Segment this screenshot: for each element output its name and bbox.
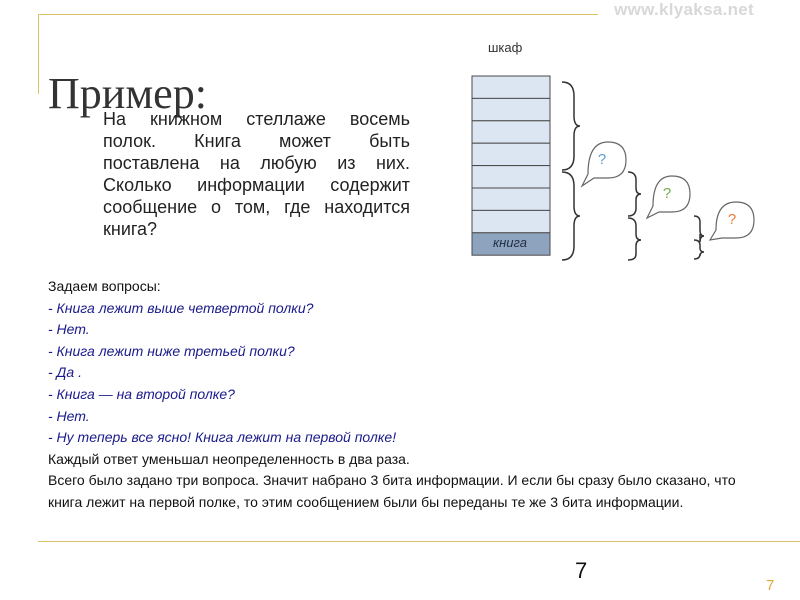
shelf-7 bbox=[472, 98, 550, 120]
questions-block bbox=[48, 276, 748, 514]
frame-vertical-line bbox=[38, 14, 39, 94]
brace-quarter-upper bbox=[628, 172, 641, 216]
dialog-line-6: - Нет. bbox=[48, 407, 90, 424]
question-bubble-blue bbox=[582, 142, 626, 186]
page-number-corner: 7 bbox=[766, 577, 775, 594]
question-bubble-green bbox=[647, 176, 690, 218]
problem-statement: На книжном стеллаже восемь полок. Книга может быть поставлена на любую из них. Сколько информации содержит сообщение о том, где находится книга? bbox=[103, 109, 410, 239]
shelf-2 bbox=[472, 210, 550, 232]
shelf-diagram bbox=[470, 38, 790, 263]
slide-title: Пример: bbox=[48, 69, 207, 118]
brace-bottom-half bbox=[562, 172, 580, 260]
conclusion-line-1: Каждый ответ уменьшал неопределенность в два раза. bbox=[48, 450, 410, 467]
brace-top-half bbox=[562, 82, 580, 170]
shelf-3 bbox=[472, 188, 550, 210]
shelf-4 bbox=[472, 166, 550, 188]
conclusion-line-2: Всего было задано три вопроса. Значит набрано 3 бита информации. И если бы сразу было сказано, что книга лежит на первой полке, то этим сообщением были бы переданы те же 3 бита информации. bbox=[48, 472, 736, 510]
svg-text:?: ? bbox=[727, 211, 737, 228]
shelf-6 bbox=[472, 121, 550, 143]
shelf-5 bbox=[472, 143, 550, 165]
dialog-line-2: - Нет. bbox=[48, 321, 90, 338]
dialog-line-5: - Книга — на второй полке? bbox=[48, 385, 235, 402]
frame-top-line bbox=[38, 14, 598, 15]
page-number: 7 bbox=[575, 558, 588, 583]
svg-text:?: ? bbox=[662, 185, 672, 202]
dialog-line-7: - Ну теперь все ясно! Книга лежит на первой полке! bbox=[48, 429, 397, 446]
brace-eighth-lower bbox=[694, 240, 704, 259]
shelf-label: шкаф bbox=[488, 40, 523, 55]
svg-text:?: ? bbox=[597, 151, 607, 168]
questions-intro: Задаем вопросы: bbox=[48, 278, 161, 294]
book-label: книга bbox=[492, 235, 528, 250]
frame-bottom-line bbox=[38, 541, 800, 542]
question-bubble-orange bbox=[710, 202, 754, 240]
dialog-line-4: - Да . bbox=[48, 364, 82, 381]
dialog-line-1: - Книга лежит выше четвертой полки? bbox=[48, 299, 314, 316]
brace-eighth-upper bbox=[694, 216, 704, 242]
watermark: www.klyaksa.net bbox=[614, 0, 754, 19]
shelf-8 bbox=[472, 76, 550, 98]
brace-quarter-lower bbox=[628, 218, 641, 260]
shelving-unit bbox=[472, 76, 550, 255]
dialog-line-3: - Книга лежит ниже третьей полки? bbox=[48, 342, 295, 359]
